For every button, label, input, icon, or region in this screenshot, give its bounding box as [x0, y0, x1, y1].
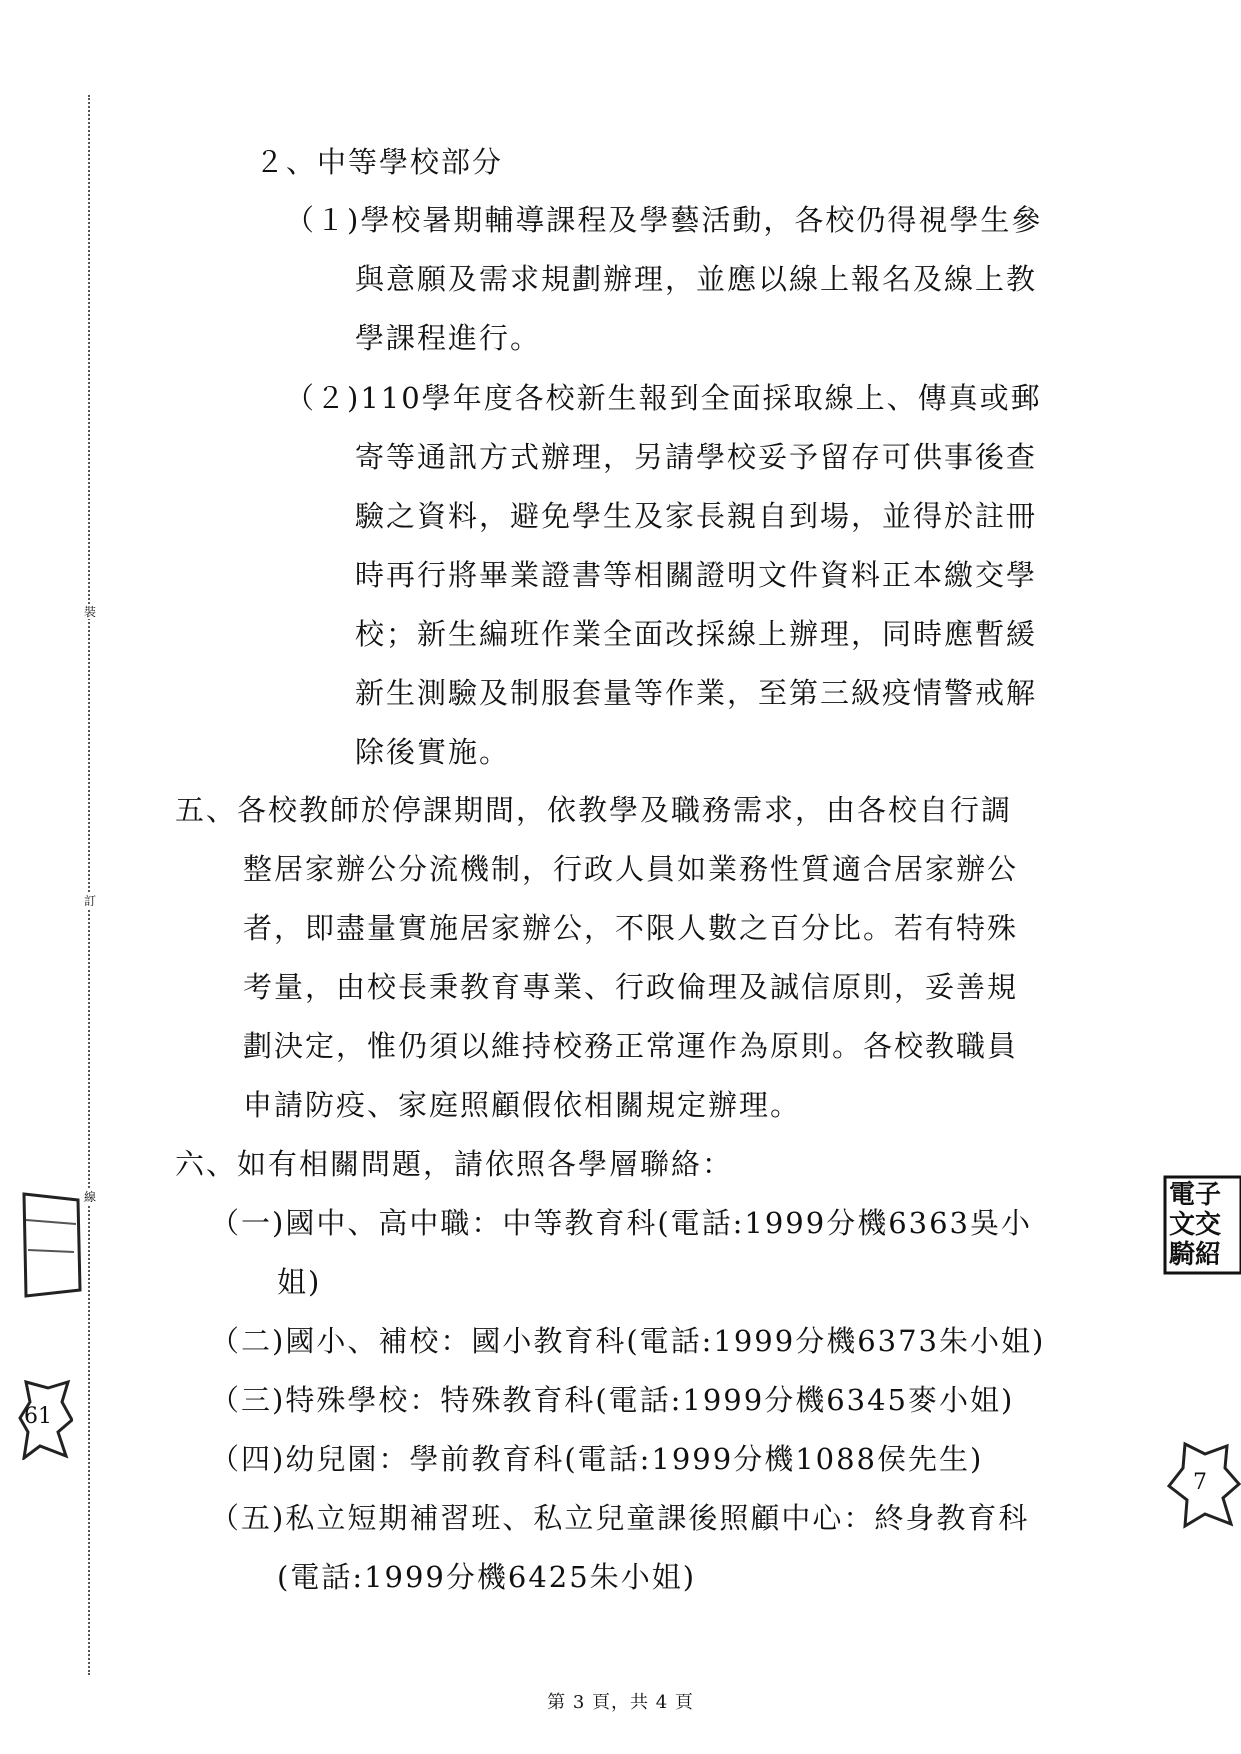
- page-footer: 第 3 頁，共 4 頁: [547, 1692, 694, 1713]
- binding-mark-ding: 訂: [84, 894, 97, 908]
- contact-line: （五)私立短期補習班、私立兒童課後照顧中心：終身教育科: [210, 1501, 1030, 1535]
- electronic-exchange-stamp: [1163, 1175, 1241, 1275]
- binding-dotted-line: [88, 95, 92, 1675]
- paragraph-line: 劃決定，惟仍須以維持校務正常運作為原則。各校教職員: [243, 1029, 1019, 1063]
- section-heading: 六、如有相關問題，請依照各學層聯絡：: [175, 1147, 734, 1181]
- paragraph-line: 整居家辦公分流機制，行政人員如業務性質適合居家辦公: [243, 852, 1019, 886]
- paragraph-line: 學課程進行。: [355, 321, 542, 355]
- paragraph-line: 時再行將畢業證書等相關證明文件資料正本繳交學: [355, 558, 1038, 592]
- stamp-line: 電子: [1169, 1180, 1222, 1210]
- left-page-stamp: [18, 1380, 73, 1460]
- paragraph-line: 寄等通訊方式辦理，另請學校妥予留存可供事後查: [355, 440, 1038, 474]
- left-page-number: 61: [24, 1404, 52, 1429]
- binding-mark-zhuang: 裝: [84, 605, 97, 619]
- exchange-seal-stamp: [20, 1190, 82, 1300]
- paragraph-line: 校；新生編班作業全面改採線上辦理，同時應暫緩: [355, 617, 1038, 651]
- paragraph-line: （２)110學年度各校新生報到全面採取線上、傳真或郵: [285, 381, 1042, 415]
- paragraph-line: 驗之資料，避免學生及家長親自到場，並得於註冊: [355, 499, 1038, 533]
- seal-outline-icon: [20, 1190, 82, 1300]
- contact-line: （三)特殊學校：特殊教育科(電話:1999分機6345麥小姐): [210, 1383, 1015, 1417]
- paragraph-line: 新生測驗及制服套量等作業，至第三級疫情警戒解: [355, 676, 1038, 710]
- paragraph-line: 除後實施。: [355, 735, 511, 769]
- contact-line: （四)幼兒園：學前教育科(電話:1999分機1088侯先生): [210, 1442, 984, 1476]
- contact-line: 姐): [277, 1265, 322, 1299]
- stamp-line: 文交: [1169, 1210, 1222, 1240]
- paragraph-line: （１)學校暑期輔導課程及學藝活動，各校仍得視學生參: [285, 203, 1043, 237]
- contact-line: （一)國中、高中職：中等教育科(電話:1999分機6363吳小: [210, 1206, 1033, 1240]
- binding-mark-xian: 線: [84, 1190, 97, 1204]
- paragraph-line: 者，即盡量實施居家辦公，不限人數之百分比。若有特殊: [243, 911, 1019, 945]
- paragraph-line: 申請防疫、家庭照顧假依相關規定辦理。: [243, 1088, 802, 1122]
- right-page-number: 7: [1193, 1470, 1207, 1495]
- right-page-stamp: [1165, 1440, 1241, 1530]
- paragraph-line: 五、各校教師於停課期間，依教學及職務需求，由各校自行調: [175, 793, 1013, 827]
- section-heading: ２、中等學校部分: [255, 145, 504, 179]
- contact-line: (電話:1999分機6425朱小姐): [277, 1560, 697, 1594]
- stamp-line: 騎紹: [1169, 1240, 1222, 1270]
- paragraph-line: 與意願及需求規劃辦理，並應以線上報名及線上教: [355, 262, 1038, 296]
- contact-line: （二)國小、補校：國小教育科(電話:1999分機6373朱小姐): [210, 1324, 1046, 1358]
- paragraph-line: 考量，由校長秉教育專業、行政倫理及誠信原則，妥善規: [243, 970, 1019, 1004]
